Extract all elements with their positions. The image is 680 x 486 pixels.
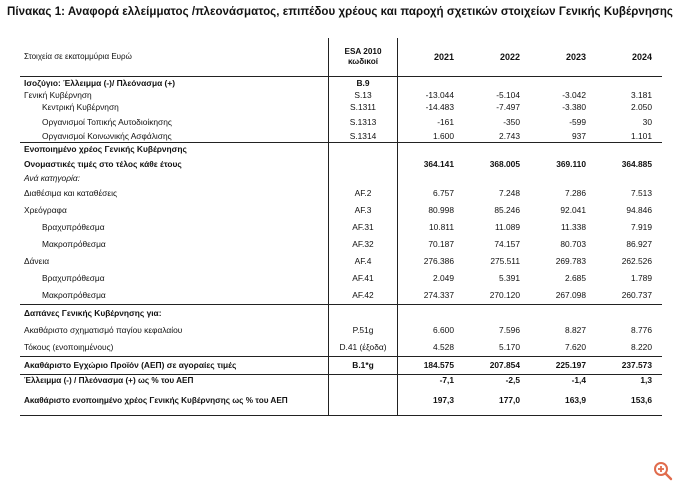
zoom-in-icon [653,461,673,481]
table-title: Πίνακας 1: Αναφορά ελλείμματος /πλεονάσματος, επιπέδου χρέους και παροχή σχετικών στοιχείων Γενικής Κυβέρνησης [7,6,673,18]
table-row: Ακαθάριστο σχηματισμό παγίου κεφαλαίου P.51g 6.600 7.596 8.827 8.776 [20,322,662,339]
table-row: Βραχυπρόθεσμα AF.31 10.811 11.089 11.338 7.919 [20,219,662,236]
table-row: Μακροπρόθεσμα AF.42 274.337 270.120 267.098 260.737 [20,287,662,305]
table-row: Μακροπρόθεσμα AF.32 70.187 74.157 80.703 86.927 [20,236,662,253]
table-row: Ανά κατηγορία: [20,172,662,184]
table-header-row [20,38,662,77]
table-row: Οργανισμοί Κοινωνικής Ασφάλισης S.1314 1.600 2.743 937 1.101 [20,130,662,143]
header-year-2024: 2024 [596,38,662,77]
table-row: Γενική Κυβέρνηση S.13 -13.044 -5.104 -3.042 3.181 [24,89,652,100]
table-row: Κεντρική Κυβέρνηση S.1311 -14.483 -7.497 -3.380 2.050 [42,102,652,113]
table-row-gdp: Ακαθάριστο Εγχώριο Προϊόν (ΑΕΠ) σε αγοραίες τιμές B.1*g 184.575 207.854 225.197 237.573 [20,356,662,374]
table-row: Διαθέσιμα και καταθέσεις AF.2 6.757 7.248 7.286 7.513 [20,185,662,202]
table-row: Τόκους (ενοποιημένους) D.41 (έξοδα) 4.528 5.170 7.620 8.220 [20,339,662,357]
table-row: Δάνεια AF.4 276.386 275.511 269.783 262.526 [20,253,662,270]
header-year-2021: 2021 [398,38,465,77]
table-row: Οργανισμοί Τοπικής Αυτοδιοίκησης S.1313 -161 -350 -599 30 [20,113,662,130]
table-row: Βραχυπρόθεσμα AF.41 2.049 5.391 2.685 1.789 [20,270,662,287]
table-row-debt-pct: Ακαθάριστο ενοποιημένο χρέος Γενικής Κυβέρνησης ως % του ΑΕΠ 197,3 177,0 163,9 153,6 [20,387,662,416]
header-year-2022: 2022 [464,38,530,77]
header-esa-line1: ESA 2010 [344,46,382,56]
table-row: Χρεόγραφα AF.3 80.998 85.246 92.041 94.846 [20,202,662,219]
table-row: Ενοποιημένο χρέος Γενικής Κυβέρνησης [20,143,662,156]
zoom-in-button[interactable] [651,459,675,483]
header-esa-code [329,38,398,77]
header-year-2023: 2023 [530,38,596,77]
table-row: Ονομαστικές τιμές στο τέλος κάθε έτους 364.141 368.005 369.110 364.885 [20,155,662,172]
table-row: Ισοζύγιο: Έλλειμμα (-)/ Πλεόνασμα (+) B.9 [20,77,662,90]
government-finance-table [20,38,662,416]
table-row: Δαπάνες Γενικής Κυβέρνησης για: [20,304,662,322]
header-units-label: Στοιχεία σε εκατομμύρια Ευρώ [20,38,329,77]
table-row-deficit-pct: Έλλειμμα (-) / Πλεόνασμα (+) ως % του ΑΕΠ -7,1 -2,5 -1,4 1,3 [24,375,652,386]
header-esa-line2: κωδικοί [347,57,379,66]
